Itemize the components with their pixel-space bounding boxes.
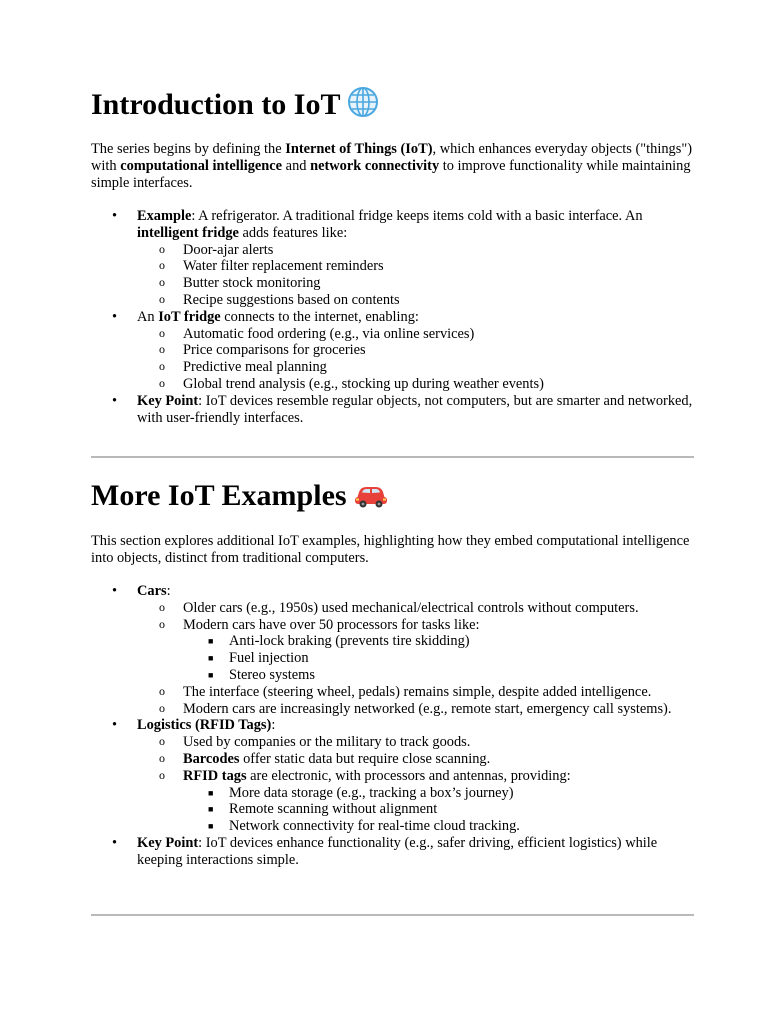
section-heading-more-examples	[91, 478, 389, 518]
list-item: o Automatic food ordering (e.g., via online services)	[159, 325, 475, 342]
list-item: o Recipe suggestions based on contents	[159, 291, 400, 308]
list-item: o Water filter replacement reminders	[159, 258, 384, 275]
more-examples-intro: This section explores additional IoT examples, highlighting how they embed computational intelligence into objects, distinct from traditional computers.	[91, 533, 690, 566]
globe-icon	[347, 86, 379, 127]
list-item-key-point: • Key Point: IoT devices enhance functionality (e.g., safer driving, efficient logistics) while keeping interactions simple.	[112, 834, 658, 868]
list-item: o Door-ajar alerts	[159, 241, 274, 258]
list-item: o Modern cars are increasingly networked (e.g., remote start, emergency call systems).	[159, 700, 672, 717]
section-divider	[91, 456, 694, 458]
list-item: o RFID tags are electronic, with processors and antennas, providing: ■ More data storage (e.g., tracking a box’s journey) ■ Remote scanning without alignment ■ Network connectivity for real-time cloud tracking.	[137, 768, 701, 835]
list-item-key-point: • Key Point: IoT devices resemble regular objects, not computers, but are smarter and networked, with user-friendly interfaces.	[112, 392, 693, 426]
section-divider	[91, 914, 694, 916]
list-item: o Barcodes offer static data but require close scanning.	[159, 750, 491, 767]
list-item: ■ More data storage (e.g., tracking a box’s journey)	[208, 784, 514, 801]
car-icon	[353, 481, 389, 518]
list-item-cars: • Cars: o Older cars (e.g., 1950s) used mechanical/electrical controls without computers. o Modern cars have over 50 processors for tasks like: ■ Anti-lock braking (prevents tire skidding) ■ Fuel injection ■ Stereo systems o The interface (steering wheel, pedals) remains simple, despite added intelligence. o Modern cars are increasingly networked (e.g., remote start, emergency call systems).	[91, 583, 701, 717]
list-item: o Butter stock monitoring	[159, 275, 321, 292]
list-item: o Used by companies or the military to track goods.	[159, 734, 471, 751]
list-item: o Predictive meal planning	[159, 359, 327, 376]
list-item-logistics: • Logistics (RFID Tags): o Used by companies or the military to track goods. o Barcodes offer static data but require close scanning. o RFID tags are electronic, with processors and antennas, providing: ■ More data storage (e.g., tracking a box’s journey) ■ Remote scanning without alignment ■ Network connectivity for real-time cloud tracking.	[91, 717, 701, 835]
list-item: o Older cars (e.g., 1950s) used mechanical/electrical controls without computers.	[159, 599, 639, 616]
list-item-example: • Example: A refrigerator. A traditional fridge keeps items cold with a basic interface. An intelligent fridge adds features like: o Door-ajar alerts o Water filter replacement reminders o Butter stock monitoring o Recipe suggestions based on contents	[91, 208, 701, 309]
list-item: o The interface (steering wheel, pedals) remains simple, despite added intelligence.	[159, 683, 652, 700]
list-item: ■ Fuel injection	[208, 650, 309, 667]
list-item: o Modern cars have over 50 processors for tasks like: ■ Anti-lock braking (prevents tire skidding) ■ Fuel injection ■ Stereo systems	[137, 617, 701, 684]
intro-bullet-list	[91, 208, 701, 426]
list-item: ■ Network connectivity for real-time cloud tracking.	[208, 818, 520, 835]
intro-paragraph: The series begins by defining the Internet of Things (IoT), which enhances everyday objects ("things") with computational intelligence and network connectivity to improve functionality while maintaining simple interfaces.	[91, 141, 693, 191]
list-item: ■ Anti-lock braking (prevents tire skidding)	[208, 633, 470, 650]
list-item: o Price comparisons for groceries	[159, 342, 366, 359]
list-item: ■ Remote scanning without alignment	[208, 801, 438, 818]
heading-text: Introduction to IoT	[91, 88, 341, 121]
more-examples-list	[91, 583, 701, 869]
list-item: ■ Stereo systems	[208, 666, 315, 683]
list-item: o Global trend analysis (e.g., stocking up during weather events)	[159, 375, 544, 392]
section-heading-intro	[91, 86, 379, 127]
list-item-iot-fridge: • An IoT fridge connects to the internet, enabling: o Automatic food ordering (e.g., via online services) o Price comparisons for groceries o Predictive meal planning o Global trend analysis (e.g., stocking up during weather events)	[91, 309, 701, 393]
heading-text: More IoT Examples	[91, 479, 347, 512]
